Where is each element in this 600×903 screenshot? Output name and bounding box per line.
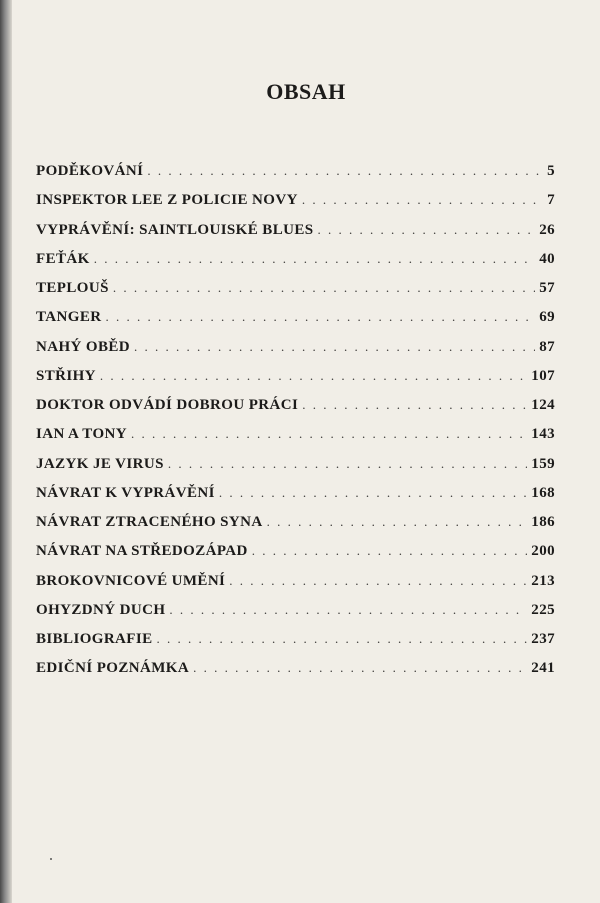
toc-entry-page: 225 [531, 601, 555, 618]
toc-entry [36, 631, 555, 660]
toc-dot-leader [134, 339, 535, 355]
toc-dot-leader [113, 280, 535, 296]
toc-entry [36, 163, 555, 192]
toc-entry-title: TEPLOUŠ [36, 280, 109, 296]
toc-entry-title: INSPEKTOR LEE Z POLICIE NOVY [36, 192, 298, 209]
table-of-contents [36, 163, 555, 690]
toc-dot-leader [131, 426, 527, 442]
toc-entry-title: NÁVRAT K VYPRÁVĚNÍ [36, 484, 215, 501]
toc-dot-leader [169, 602, 527, 618]
toc-dot-leader [219, 485, 527, 501]
toc-entry-page: 213 [531, 572, 555, 589]
toc-entry-page: 200 [531, 543, 555, 560]
toc-entry-page: 69 [539, 309, 555, 326]
book-page [12, 0, 600, 903]
paper-speck [50, 858, 52, 860]
toc-entry [36, 309, 555, 338]
toc-entry [36, 543, 555, 572]
toc-entry-page: 143 [531, 426, 555, 443]
toc-entry-title: IAN A TONY [36, 426, 127, 443]
toc-entry-page: 237 [531, 631, 555, 647]
toc-entry-page: 159 [531, 455, 555, 472]
toc-entry [36, 192, 555, 221]
toc-entry-page: 124 [531, 397, 555, 413]
toc-dot-leader [100, 368, 527, 384]
toc-entry-page: 107 [531, 367, 555, 384]
toc-entry-title: TANGER [36, 309, 102, 326]
toc-entry [36, 573, 555, 602]
toc-dot-leader [302, 192, 543, 208]
toc-dot-leader [252, 543, 528, 559]
toc-dot-leader [229, 573, 527, 589]
toc-entry-title: BROKOVNICOVÉ UMĚNÍ [36, 572, 226, 589]
toc-entry-page: 7 [547, 192, 555, 209]
toc-entry-title: STŘIHY [36, 367, 96, 384]
toc-entry-title: VYPRÁVĚNÍ: SAINTLOUISKÉ BLUES [36, 221, 314, 238]
toc-entry-page: 87 [539, 338, 555, 355]
toc-entry [36, 426, 555, 455]
toc-dot-leader [157, 631, 528, 647]
toc-entry-page: 40 [539, 250, 555, 267]
toc-entry-title: PODĚKOVÁNÍ [36, 163, 144, 179]
toc-entry-title: JAZYK JE VIRUS [36, 455, 164, 472]
toc-entry-page: 57 [539, 280, 555, 296]
toc-entry [36, 222, 555, 251]
toc-entry [36, 251, 555, 280]
toc-entry-title: BIBLIOGRAFIE [36, 631, 153, 647]
toc-entry [36, 602, 555, 631]
toc-entry-page: 168 [531, 484, 555, 501]
toc-entry [36, 514, 555, 543]
toc-entry-title: NÁVRAT NA STŘEDOZÁPAD [36, 543, 248, 560]
toc-entry-title: FEŤÁK [36, 250, 90, 267]
toc-dot-leader [105, 309, 535, 325]
toc-entry-title: EDIČNÍ POZNÁMKA [36, 660, 190, 677]
toc-dot-leader [94, 251, 536, 267]
toc-dot-leader [318, 222, 536, 238]
toc-entry-title: NÁVRAT ZTRACENÉHO SYNA [36, 514, 263, 530]
toc-entry-page: 26 [539, 221, 555, 238]
toc-entry-page: 241 [531, 660, 555, 677]
toc-entry [36, 485, 555, 514]
toc-entry-title: DOKTOR ODVÁDÍ DOBROU PRÁCI [36, 397, 299, 413]
toc-entry [36, 368, 555, 397]
toc-entry-title: OHYZDNÝ DUCH [36, 601, 166, 618]
book-gutter [0, 0, 12, 903]
toc-entry-page: 5 [547, 163, 555, 179]
toc-entry [36, 456, 555, 485]
toc-dot-leader [147, 163, 543, 179]
page-title: OBSAH [266, 79, 346, 104]
toc-entry [36, 397, 555, 426]
toc-entry [36, 280, 555, 309]
toc-dot-leader [168, 456, 527, 472]
toc-dot-leader [302, 397, 527, 413]
toc-entry [36, 339, 555, 368]
toc-dot-leader [267, 514, 528, 530]
toc-entry [36, 660, 555, 689]
toc-entry-page: 186 [531, 514, 555, 530]
toc-dot-leader [193, 660, 527, 676]
toc-entry-title: NAHÝ OBĚD [36, 338, 131, 355]
